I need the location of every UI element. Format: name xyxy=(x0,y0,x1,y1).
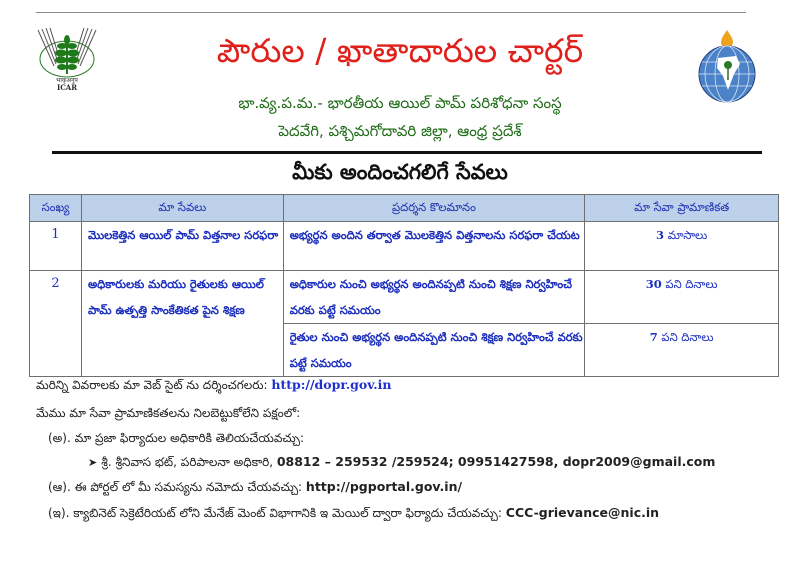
option-a: (అ). మా ప్రజా ఫిర్యాదుల అధికారికి తెలియచేయవచ్చు: xyxy=(48,431,305,445)
grievance-officer-contact: ➤ శ్రీ. శ్రీనివాస భట్, పరిపాలనా అధికారి, 08812 – 259532 /259524; 09951427598, dopr2009@gmail.com xyxy=(88,453,715,472)
grievance-intro: మేము మా సేవా ప్రామాణికతలను నిలబెట్టుకోలేని పక్షంలో: xyxy=(36,406,301,420)
contact-details[interactable]: 08812 – 259532 /259524; 09951427598, dopr2009@gmail.com xyxy=(276,454,716,469)
performance-standard: రైతుల నుంచి అభ్యర్థన అందినప్పటి నుంచి శిక్షణ నిర్వహించే వరకు పట్టే సమయం xyxy=(283,324,585,377)
institute-address: పెదవేగి, పశ్చిమగోదావరి జిల్లా, ఆంధ్ర ప్రదేశ్ xyxy=(278,122,522,140)
service-timeframe: 7 పని దినాలు xyxy=(585,324,779,377)
option-c: (ఇ). క్యాబినెట్ సెక్రెటేరియట్ లోని మేనేజ్ మెంట్ విభాగానికి ఇ మెయిల్ ద్వారా ఫిర్యాదు చేయవచ్చు: CCC-grievance@nic.in xyxy=(48,505,660,520)
performance-standard: అభ్యర్థన అందిన తర్వాత మొలకెత్తిన విత్తనాలను సరఫరా చేయట xyxy=(283,222,585,271)
svg-text:भाकृअनुप: भाकृअनुप xyxy=(56,77,78,84)
row-number: 1 xyxy=(30,222,82,271)
top-rule xyxy=(36,12,746,13)
website-line: మరిన్ని వివరాలకు మా వెబ్ సైట్ ను దర్శించగలరు: http://dopr.gov.in xyxy=(36,377,392,392)
service-name: అధికారులకు మరియు రైతులకు ఆయిల్ పామ్ ఉత్పత్తి సాంకేతికత పైన శిక్షణ xyxy=(81,271,283,377)
page-title: పౌరుల / ఖాతాదారుల చార్టర్ xyxy=(216,31,584,70)
pgportal-link[interactable]: http://pgportal.gov.in/ xyxy=(305,479,463,494)
service-timeframe: 3 మాసాలు xyxy=(585,222,779,271)
grievance-email-link[interactable]: CCC-grievance@nic.in xyxy=(505,505,660,520)
column-header-number: సంఖ్య xyxy=(30,195,82,222)
row-number: 2 xyxy=(30,271,82,377)
service-name: మొలకెత్తిన ఆయిల్ పామ్ విత్తనాల సరఫరా xyxy=(81,222,283,271)
table-row xyxy=(30,222,779,271)
performance-standard: అధికారుల నుంచి అభ్యర్థన అందినప్పటి నుంచి శిక్షణ నిర్వహించే వరకు పట్టే సమయం xyxy=(283,271,585,324)
section-title: మీకు అందించగలిగే సేవలు xyxy=(292,160,508,184)
website-link[interactable]: http://dopr.gov.in xyxy=(271,377,392,392)
table-header-row xyxy=(30,195,779,222)
arrow-bullet-icon: ➤ xyxy=(88,456,98,469)
column-header-services: మా సేవలు xyxy=(81,195,283,222)
section-divider xyxy=(52,151,762,154)
column-header-service-standard: మా సేవా ప్రామాణికత xyxy=(585,195,779,222)
svg-text:ICAR: ICAR xyxy=(56,83,78,92)
table-row xyxy=(30,271,779,324)
services-table xyxy=(29,194,779,377)
option-b: (ఆ). ఈ పోర్టల్ లో మీ సమస్యను నమోదు చేయవచ్చు: http://pgportal.gov.in/ xyxy=(48,479,463,494)
service-timeframe: 30 పని దినాలు xyxy=(585,271,779,324)
institute-name: భా.వ్య.ప.మ.- భారతీయ ఆయిల్ పామ్ పరిశోధనా సంస్థ xyxy=(238,94,562,112)
column-header-performance-standard: ప్రదర్శన కొలమానం xyxy=(283,195,585,222)
